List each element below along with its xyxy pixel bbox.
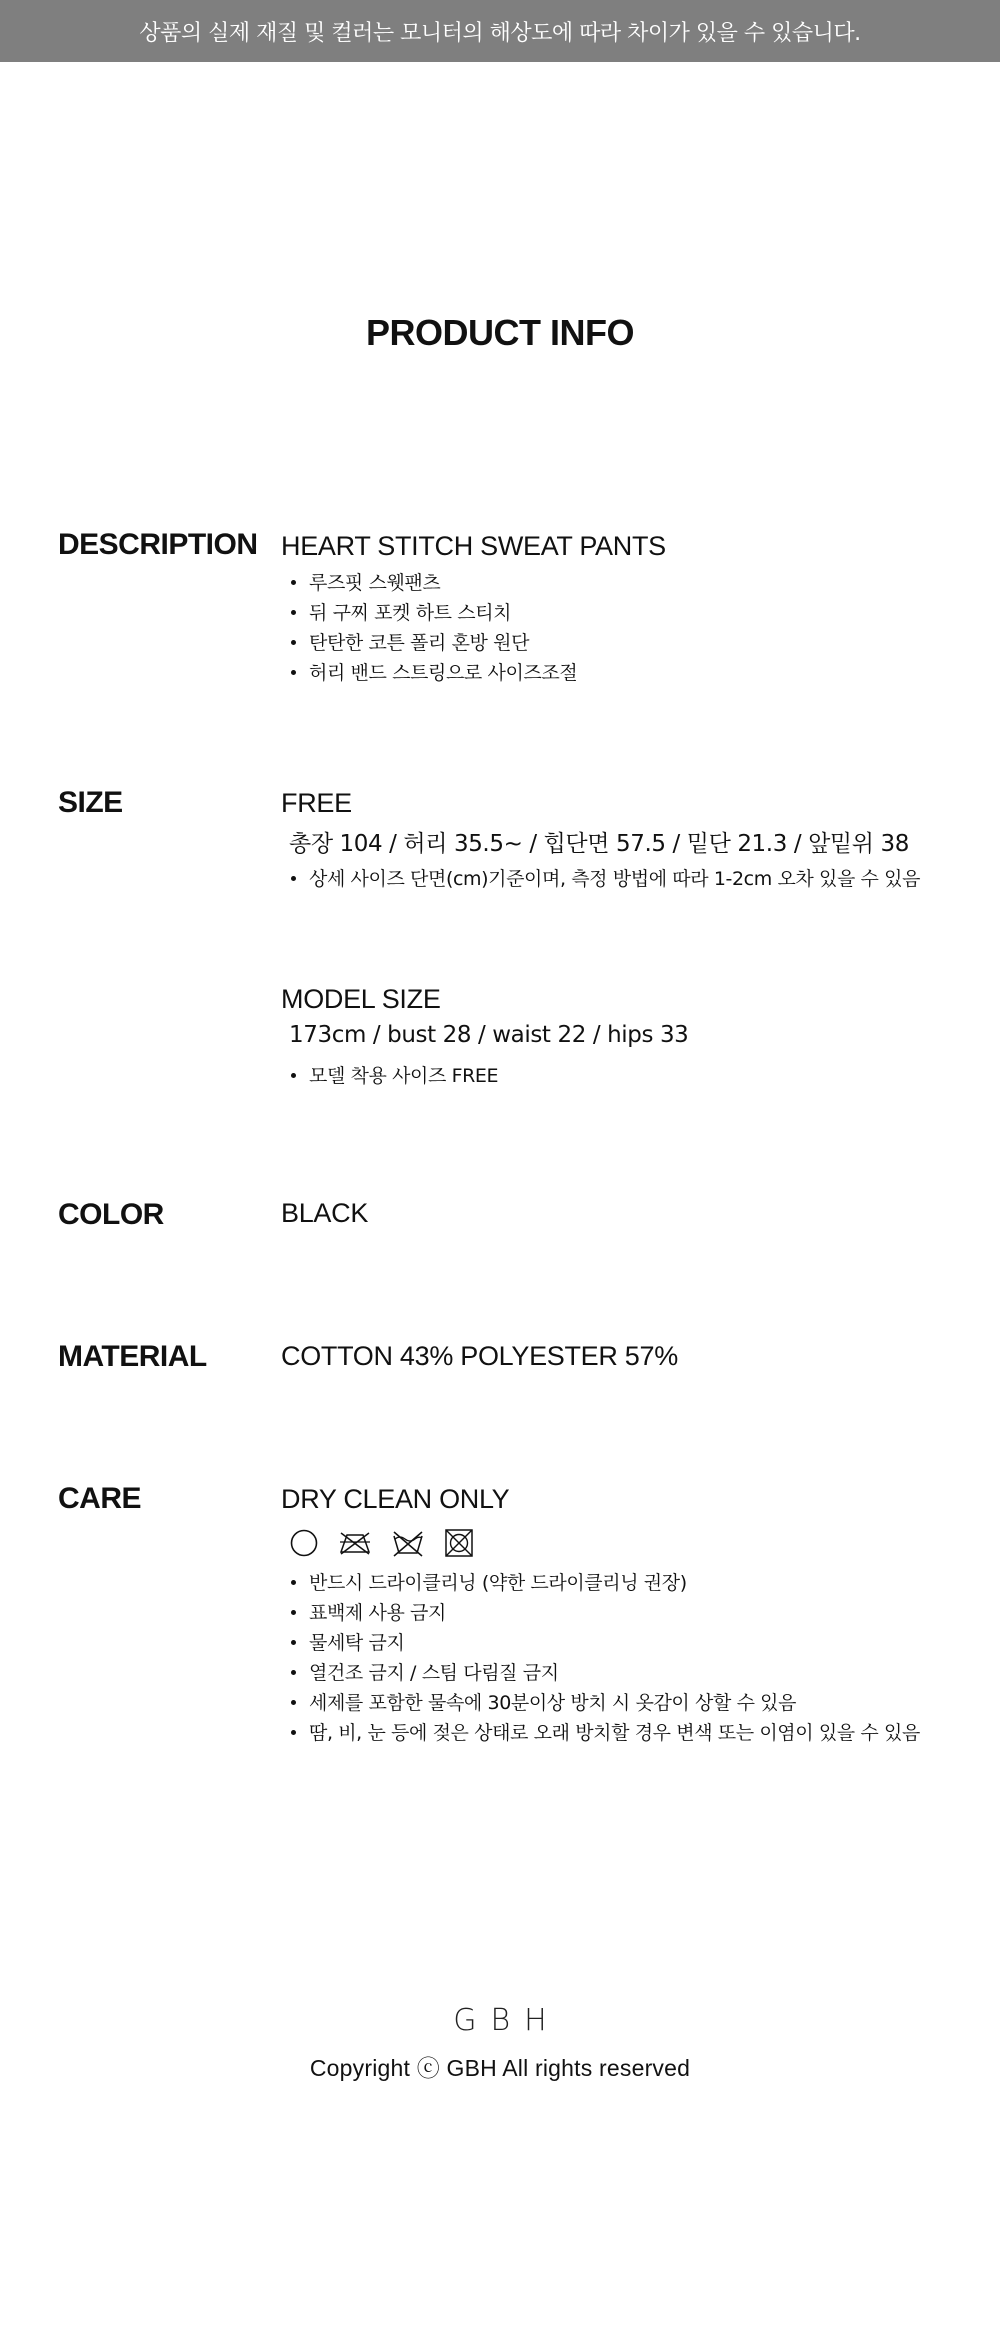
list-item: 땀, 비, 눈 등에 젖은 상태로 오래 방치할 경우 변색 또는 이염이 있을 수 있음 — [287, 1718, 920, 1748]
list-item: 열건조 금지 / 스팀 다림질 금지 — [287, 1658, 920, 1688]
list-item: 뒤 구찌 포켓 하트 스티치 — [287, 598, 577, 628]
color-value: BLACK — [281, 1198, 369, 1228]
material-label: MATERIAL — [58, 1340, 207, 1373]
list-item: 상세 사이즈 단면(cm)기준이며, 측정 방법에 따라 1-2cm 오차 있을 수 있음 — [287, 864, 920, 894]
no-bleach-icon — [337, 1528, 373, 1558]
description-label: DESCRIPTION — [58, 528, 258, 561]
list-item: 탄탄한 코튼 폴리 혼방 원단 — [287, 628, 577, 658]
list-item: 반드시 드라이클리닝 (약한 드라이클리닝 권장) — [287, 1568, 920, 1598]
product-name: HEART STITCH SWEAT PANTS — [281, 531, 666, 561]
care-instructions — [287, 1568, 920, 1748]
no-tumble-dry-icon — [443, 1528, 475, 1558]
care-heading: DRY CLEAN ONLY — [281, 1484, 510, 1514]
notice-banner — [0, 0, 1000, 62]
care-label: CARE — [58, 1482, 142, 1515]
material-value: COTTON 43% POLYESTER 57% — [281, 1341, 678, 1371]
dry-clean-icon — [289, 1528, 319, 1558]
care-icons — [289, 1528, 475, 1558]
notice-text: 상품의 실제 재질 및 컬러는 모니터의 해상도에 따라 차이가 있을 수 있습니다. — [139, 20, 861, 46]
size-label: SIZE — [58, 786, 123, 819]
size-measurements: 총장 104 / 허리 35.5~ / 힙단면 57.5 / 밑단 21.3 / 앞밑위 38 — [289, 831, 909, 857]
no-wash-icon — [391, 1528, 425, 1558]
list-item: 루즈핏 스웻팬츠 — [287, 568, 577, 598]
brand-logo: GBH — [453, 2003, 561, 2038]
model-size-heading: MODEL SIZE — [281, 984, 441, 1014]
list-item: 허리 밴드 스트링으로 사이즈조절 — [287, 658, 577, 688]
list-item: 물세탁 금지 — [287, 1628, 920, 1658]
list-item: 모델 착용 사이즈 FREE — [287, 1061, 498, 1091]
size-value: FREE — [281, 788, 352, 818]
model-measurements: 173cm / bust 28 / waist 22 / hips 33 — [289, 1022, 689, 1048]
page-title: PRODUCT INFO — [366, 312, 634, 353]
size-notes — [287, 864, 920, 894]
color-label: COLOR — [58, 1198, 164, 1231]
list-item: 표백제 사용 금지 — [287, 1598, 920, 1628]
description-list — [287, 568, 577, 688]
model-notes — [287, 1061, 498, 1091]
list-item: 세제를 포함한 물속에 30분이상 방치 시 옷감이 상할 수 있음 — [287, 1688, 920, 1718]
copyright-text: Copyright ⓒ GBH All rights reserved — [309, 2055, 691, 2081]
